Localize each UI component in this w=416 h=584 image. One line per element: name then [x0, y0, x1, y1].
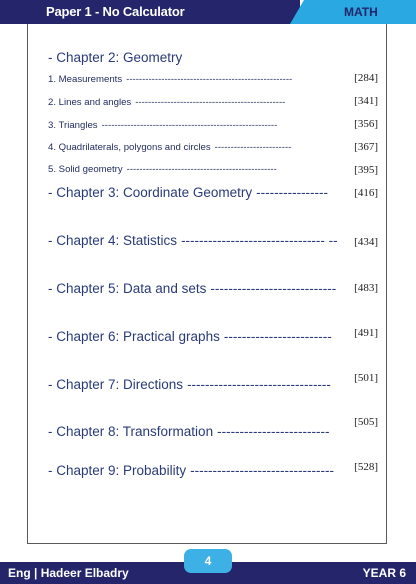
toc-label: 2. Lines and angles — [48, 97, 132, 108]
toc-label: 4. Quadrilaterals, polygons and circles — [48, 142, 211, 153]
toc-chapter-4 — [48, 233, 338, 248]
header-title: Paper 1 - No Calculator — [46, 4, 185, 19]
toc-page: [341] — [354, 95, 378, 107]
toc-page: [434] — [354, 236, 378, 248]
footer-author: Eng | Hadeer Elbadry — [8, 566, 129, 580]
toc-chapter-3 — [48, 185, 338, 200]
toc-label: 5. Solid geometry — [48, 164, 123, 175]
toc-label: - Chapter 5: Data and sets — [48, 281, 207, 296]
toc-label: - Chapter 6: Practical graphs — [48, 329, 220, 344]
toc-dots: ---------------------------- — [210, 281, 337, 296]
page-number-badge: 4 — [184, 549, 232, 573]
toc-label: - Chapter 7: Directions — [48, 377, 184, 392]
toc-page: [491] — [354, 327, 378, 339]
toc-chapter-7 — [48, 377, 338, 392]
toc-label: - Chapter 4: Statistics — [48, 233, 178, 248]
toc-page: [483] — [354, 282, 378, 294]
toc-page: [505] — [354, 416, 378, 428]
toc-dots: ------------------------------------------------------- — [101, 120, 278, 131]
toc-dots: -------------------------------- -- — [181, 233, 338, 248]
toc-dots: ----------------------------------------------- — [126, 164, 277, 175]
toc-section-triangles — [48, 120, 338, 131]
toc-dots: -------------------------------- — [187, 377, 331, 392]
toc-dots: ---------------------------------------------------- — [126, 74, 293, 85]
toc-label: - Chapter 9: Probability — [48, 463, 187, 478]
toc-dots: ------------------------ — [223, 329, 332, 344]
toc-section-lines-angles — [48, 97, 338, 108]
footer-year: YEAR 6 — [362, 566, 406, 580]
toc-label: 1. Measurements — [48, 74, 123, 85]
toc-label: - Chapter 3: Coordinate Geometry — [48, 185, 253, 200]
toc-label: 3. Triangles — [48, 120, 98, 131]
toc-label: - Chapter 2: Geometry — [48, 50, 183, 65]
toc-page: [284] — [354, 72, 378, 84]
toc-page: [501] — [354, 372, 378, 384]
toc-page: [528] — [354, 461, 378, 473]
toc-section-measurements — [48, 74, 338, 85]
toc-dots: ---------------- — [256, 185, 329, 200]
header-subject: MATH — [344, 5, 378, 19]
toc-page: [416] — [354, 187, 378, 199]
toc-dots: ------------------------ — [214, 142, 292, 153]
toc-page: [356] — [354, 118, 378, 130]
toc-chapter-5 — [48, 281, 338, 296]
toc-chapter-9 — [48, 463, 338, 478]
toc-chapter-6 — [48, 329, 338, 344]
toc-dots: ------------------------- — [217, 424, 330, 439]
toc-label: - Chapter 8: Transformation — [48, 424, 214, 439]
toc-page: [367] — [354, 141, 378, 153]
toc-dots: -------------------------------- — [190, 463, 334, 478]
toc-section-quadrilaterals — [48, 142, 338, 153]
toc-chapter-8 — [48, 424, 338, 439]
toc-page: [395] — [354, 164, 378, 176]
toc-section-solid-geometry — [48, 164, 338, 175]
toc-chapter-2 — [48, 50, 338, 65]
toc-dots: ----------------------------------------------- — [135, 97, 286, 108]
